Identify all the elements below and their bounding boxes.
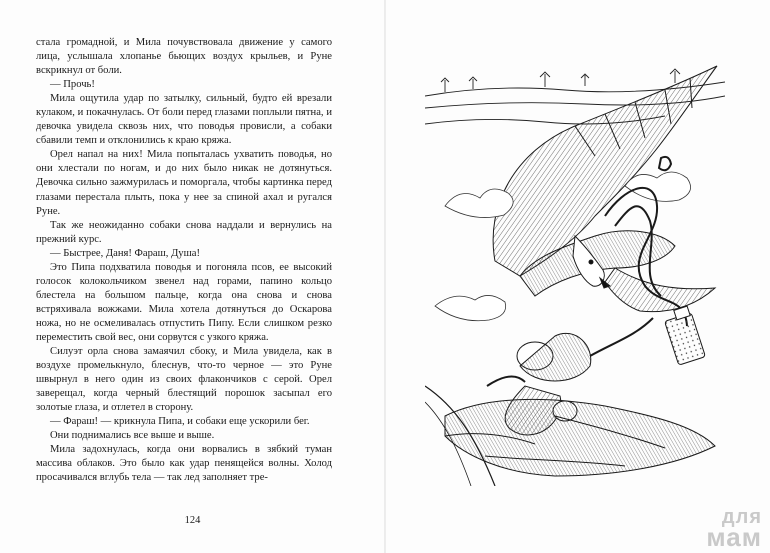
paragraph: Мила ощутила удар по затылку, сильный, будто ей врезали кулаком, и покачнулась. От боли перед глазами поплыли пятна, и девочка увидела сквозь них, что поводья провисли, а собаки сбавили темп и отклонились к краю кряжа. <box>36 93 332 147</box>
paragraph: Мила задохнулась, когда они ворвались в зябкий туман массива облаков. Это было как удар пенящейся волны. Холод просачивался вглубь тела — так лед заполняет тре- <box>36 444 332 484</box>
paragraph: Они поднимались все выше и выше. <box>50 430 215 442</box>
site-watermark <box>706 505 762 552</box>
body-text <box>36 36 332 486</box>
paragraph: Орел напал на них! Мила попыталась ухватить поводья, но они хлестали по ногам, и до них было никак не дотянуться. Девочка сильно зажмурилась и поморгала, чтобы картинка перед глазами перестала плыть, пока у нее за спиной ахал и ругался Руне. <box>36 149 332 217</box>
right-page <box>385 0 770 553</box>
flask-icon <box>665 306 706 365</box>
paragraph: — Быстрее, Даня! Фараш, Душа! <box>50 247 200 259</box>
paragraph: — Фараш! — крикнула Пипа, и собаки еще ускорили бег. <box>50 416 310 428</box>
paragraph: — Прочь! <box>50 79 95 91</box>
eagle-attack-illustration <box>425 56 725 486</box>
paragraph: Так же неожиданно собаки снова наддали и вернулись на прежний курс. <box>36 219 332 245</box>
paragraph: Это Пипа подхватила поводья и погоняла псов, ее высокий голосок колокольчиком звенел над горами, папино кольцо блестела на большом пальце, когда она снова и снова встряхивала вожжами. Мила хотела дотянуться до Оскарова ножа, но не осмеливалась отпустить Пипу. Если слишком резко переместить свой вес, они сорвутся с узкого кряжа. <box>36 261 332 343</box>
watermark-line: для <box>721 505 762 528</box>
watermark-line: мам <box>706 521 762 552</box>
page-number: 124 <box>184 515 201 526</box>
paragraph: стала громадной, и Мила почувствовала движение у самого лица, услышала хлопанье бьющих воздух крыльев, и Руне вскрикнул от боли. <box>36 37 332 77</box>
paragraph: Силуэт орла снова замаячил сбоку, и Мила увидела, как в воздухе промелькнуло, блеснув, что-то черное — это Руне швырнул в него один из своих флакончиков с серой. Орел заверещал, когда черный блестящий порошок засыпал его золотые глаза, и отлетел в сторону. <box>36 346 332 414</box>
